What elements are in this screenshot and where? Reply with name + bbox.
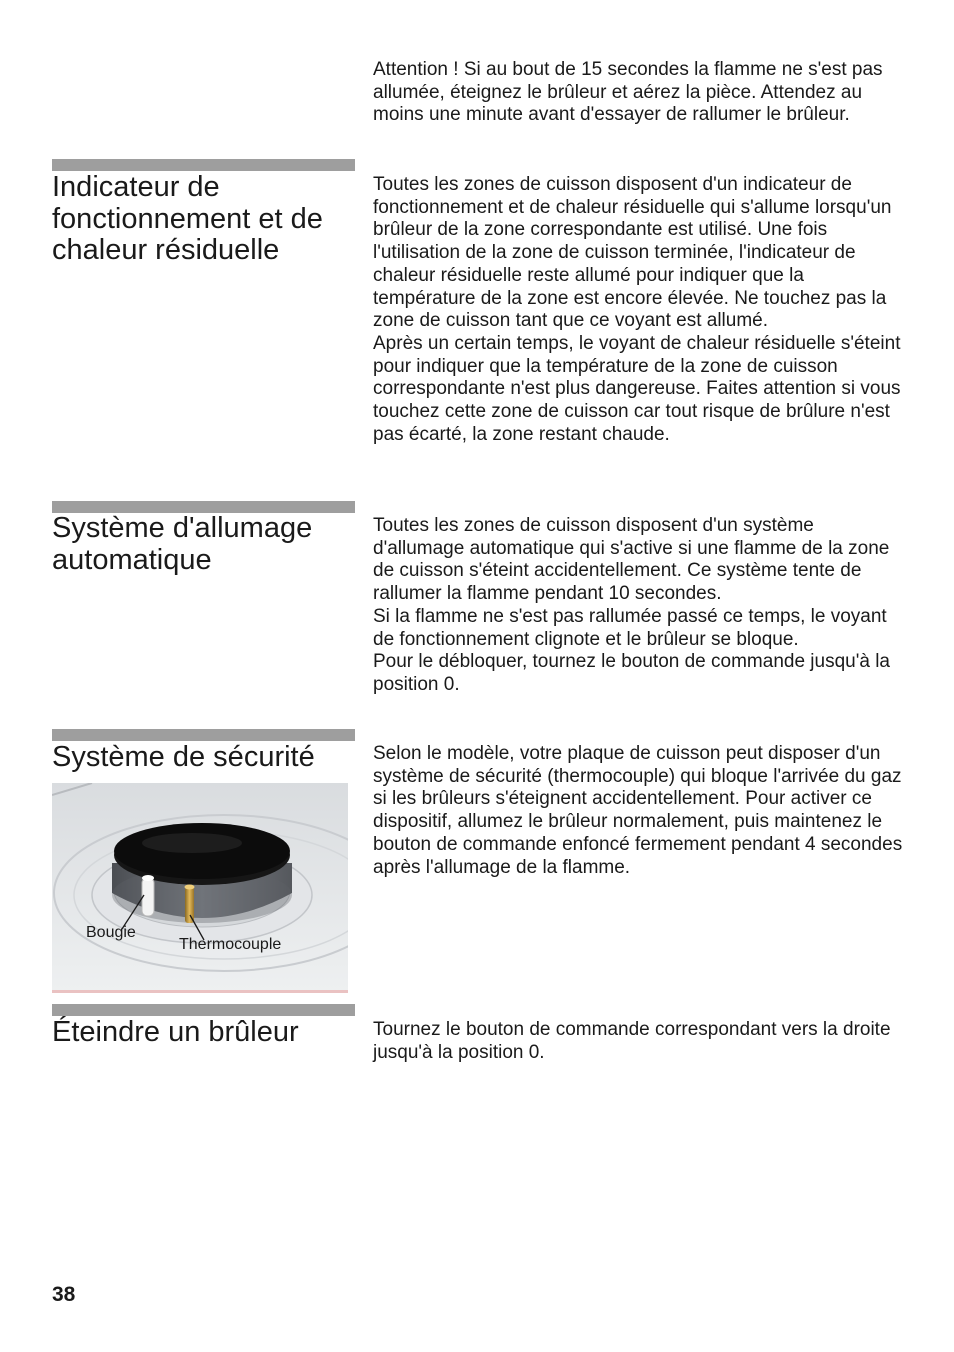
paragraph: Pour le débloquer, tournez le bouton de commande jusqu'à la position 0.	[373, 651, 890, 695]
paragraph: Selon le modèle, votre plaque de cuisson peut disposer d'un système de sécurité (thermocouple) qui bloque l'arrivée du gaz si les brûleurs s'éteignent accidentellement. Pour activer ce dispositif, allumez le brûleur normalement, puis maintenez le bouton de commande enfoncé fermement pendant 4 secondes après l'allumage de la flamme.	[373, 743, 903, 878]
label-bougie: Bougie	[86, 924, 136, 941]
heading-eteindre: Éteindre un brûleur	[52, 1016, 299, 1048]
section-divider-bar	[52, 159, 355, 171]
burner-drawing	[52, 783, 348, 993]
section-securite-body	[373, 743, 903, 879]
section-divider-bar	[52, 729, 355, 741]
section-eteindre-body	[373, 1019, 903, 1064]
burner-illustration	[52, 783, 348, 993]
page-number: 38	[52, 1283, 76, 1306]
paragraph: Après un certain temps, le voyant de chaleur résiduelle s'éteint pour indiquer que la température de la zone de cuisson correspondante n'est plus dangereuse. Faites attention si vous touchez cette zone de cuisson car tout risque de brûlure n'est pas écarté, la zone restant chaude.	[373, 332, 901, 445]
heading-allumage: Système d'allumage automatique	[52, 512, 313, 576]
section-allumage-body	[373, 515, 903, 697]
intro-text: Attention ! Si au bout de 15 secondes la flamme ne s'est pas allumée, éteignez le brûleur et aérez la pièce. Attendez au moins une minute avant d'essayer de rallumer le brûleur.	[373, 59, 883, 126]
paragraph: Si la flamme ne s'est pas rallumée passé ce temps, le voyant de fonctionnement clignote et le brûleur se bloque.	[373, 605, 887, 650]
intro-paragraph	[373, 59, 903, 127]
paragraph: Toutes les zones de cuisson disposent d'un indicateur de fonctionnement et de chaleur résiduelle qui s'allume lorsqu'un brûleur de la zone correspondante est utilisé. Une fois l'utilisation de la zone de cuisson terminée, l'indicateur de chaleur résiduelle reste allumé pour indiquer que la température de la zone est encore élevée. Ne touchez pas la zone de cuisson tant que ce voyant est allumé.	[373, 174, 892, 332]
paragraph: Toutes les zones de cuisson disposent d'un système d'allumage automatique qui s'active si une flamme de la zone de cuisson s'éteint accidentellement. Ce système tente de rallumer la flamme pendant 10 secondes.	[373, 515, 890, 605]
heading-indicateur: Indicateur de fonctionnement et de chaleur résiduelle	[52, 171, 323, 266]
heading-securite: Système de sécurité	[52, 741, 315, 773]
paragraph: Tournez le bouton de commande correspondant vers la droite jusqu'à la position 0.	[373, 1019, 891, 1063]
label-thermocouple: Thermocouple	[179, 936, 282, 953]
section-divider-bar	[52, 1004, 355, 1016]
section-indicateur-body	[373, 174, 903, 446]
